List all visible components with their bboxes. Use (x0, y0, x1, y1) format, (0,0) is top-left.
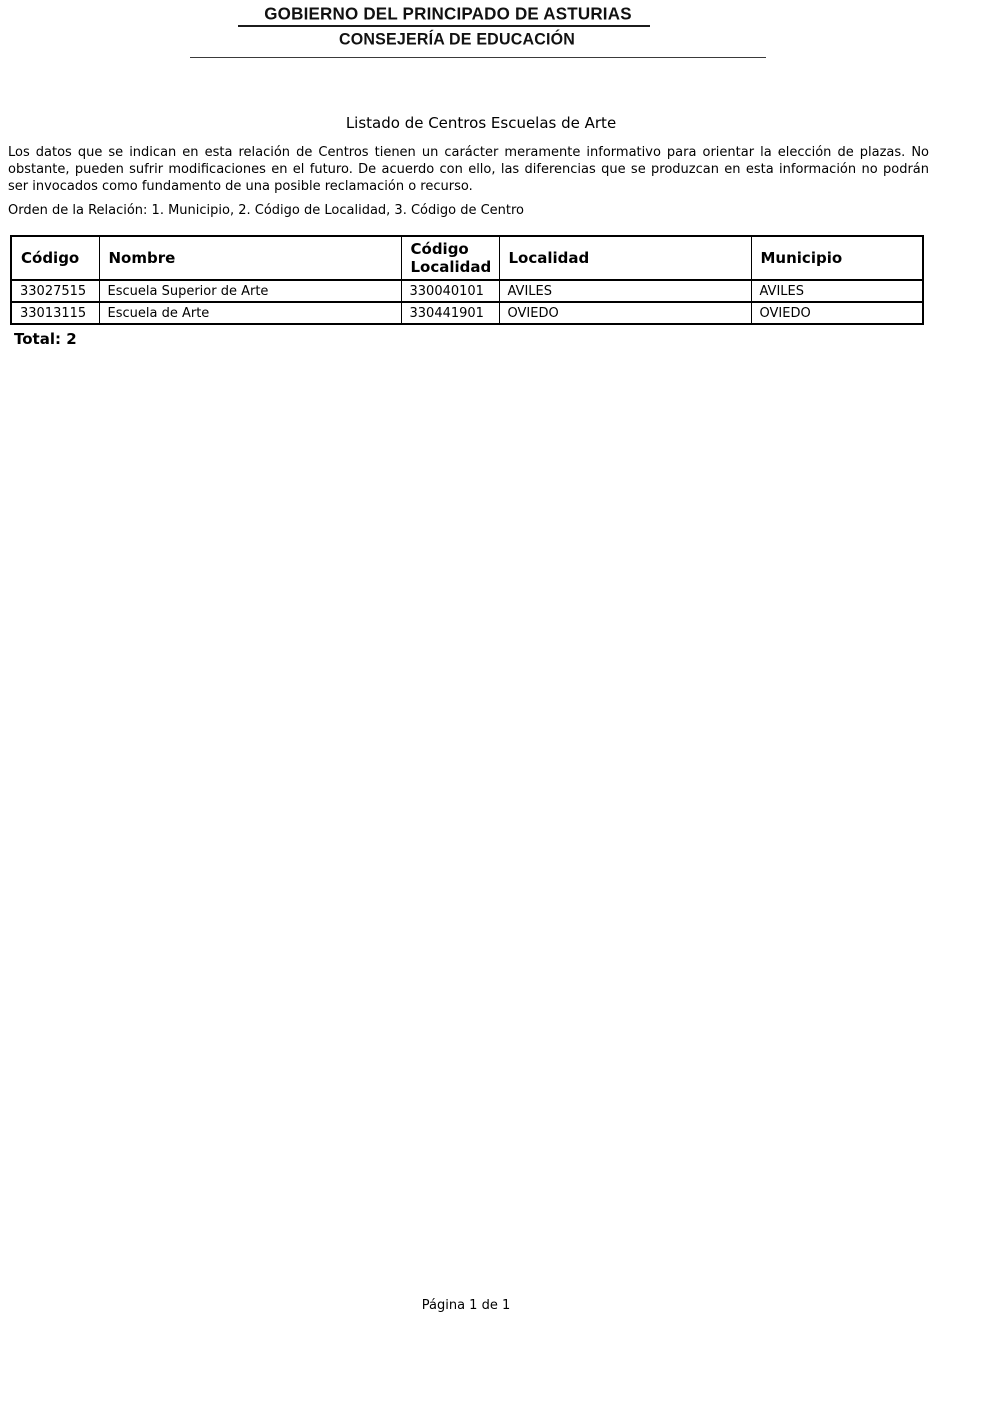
cell-codigo-localidad: 330040101 (401, 280, 499, 302)
cell-localidad: AVILES (499, 280, 751, 302)
cell-codigo-localidad: 330441901 (401, 302, 499, 324)
cell-municipio: AVILES (751, 280, 923, 302)
cell-nombre: Escuela Superior de Arte (99, 280, 401, 302)
government-logo-text: GOBIERNO DEL PRINCIPADO DE ASTURIAS (264, 4, 632, 24)
page-title: Listado de Centros Escuelas de Arte (345, 114, 617, 132)
cell-codigo: 33027515 (11, 280, 99, 302)
page-number: Página 1 de 1 (421, 1298, 511, 1313)
header-divider (190, 57, 766, 58)
department-logo-text: CONSEJERÍA DE EDUCACIÓN (338, 31, 576, 49)
table-header-row (11, 236, 923, 280)
cell-nombre: Escuela de Arte (99, 302, 401, 324)
column-header-localidad: Localidad (499, 236, 751, 280)
table-row (11, 280, 923, 302)
column-header-municipio: Municipio (751, 236, 923, 280)
cell-codigo: 33013115 (11, 302, 99, 324)
column-header-codigo-localidad: Código Localidad (401, 236, 499, 280)
column-header-codigo: Código (11, 236, 99, 280)
intro-paragraph: Los datos que se indican en esta relación de Centros tienen un carácter meramente informativo para orientar la elección de plazas. No obstante, pueden sufrir modificaciones en el futuro. De acuerdo con ello, las diferencias que se produzcan en esta información no podrán ser invocados como fundamento de una posible reclamación o recurso. (8, 145, 929, 194)
cell-municipio: OVIEDO (751, 302, 923, 324)
government-logo-underline (238, 25, 650, 27)
centros-table (10, 235, 924, 325)
order-note: Orden de la Relación: 1. Municipio, 2. Código de Localidad, 3. Código de Centro (8, 203, 525, 218)
column-header-nombre: Nombre (99, 236, 401, 280)
total-count: Total: 2 (14, 330, 77, 348)
cell-localidad: OVIEDO (499, 302, 751, 324)
table-row (11, 302, 923, 324)
